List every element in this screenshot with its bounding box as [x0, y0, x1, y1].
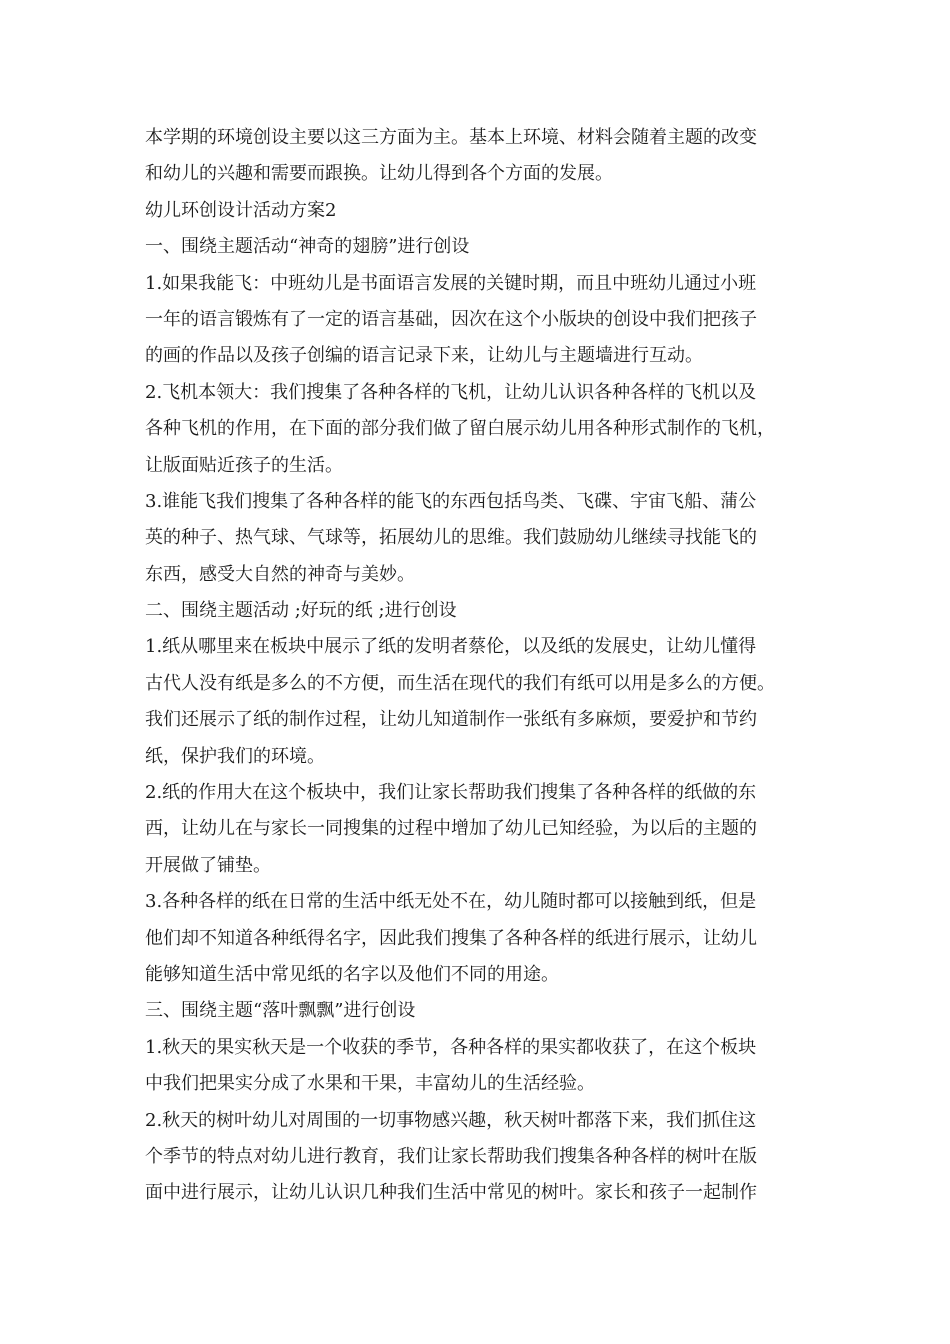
paragraph-line: 东西，感受大自然的神奇与美妙。 [145, 563, 415, 585]
section-heading: 二、围绕主题活动 ;好玩的纸 ;进行创设 [145, 600, 457, 622]
paragraph-line: 中我们把果实分成了水果和干果，丰富幼儿的生活经验。 [145, 1073, 595, 1095]
section-title: 幼儿环创设计活动方案2 [145, 199, 337, 221]
paragraph-line: 3.各种各样的纸在日常的生活中纸无处不在，幼儿随时都可以接触到纸，但是 [145, 891, 757, 913]
paragraph-line: 他们却不知道各种纸得名字，因此我们搜集了各种各样的纸进行展示，让幼儿 [145, 927, 757, 949]
paragraph-line: 和幼儿的兴趣和需要而跟换。让幼儿得到各个方面的发展。 [145, 163, 613, 185]
paragraph-line: 2.秋天的树叶幼儿对周围的一切事物感兴趣，秋天树叶都落下来，我们抓住这 [145, 1109, 757, 1131]
paragraph-line: 英的种子、热气球、气球等，拓展幼儿的思维。我们鼓励幼儿继续寻找能飞的 [145, 527, 757, 549]
paragraph-line: 的画的作品以及孩子创编的语言记录下来，让幼儿与主题墙进行互动。 [145, 345, 703, 367]
paragraph-line: 2.飞机本领大：我们搜集了各种各样的飞机，让幼儿认识各种各样的飞机以及 [145, 381, 757, 403]
paragraph-line: 1.秋天的果实秋天是一个收获的季节，各种各样的果实都收获了，在这个板块 [145, 1036, 757, 1058]
paragraph-line: 我们还展示了纸的制作过程，让幼儿知道制作一张纸有多麻烦，要爱护和节约 [145, 709, 757, 731]
paragraph-line: 各种飞机的作用，在下面的部分我们做了留白展示幼儿用各种形式制作的飞机， [145, 418, 775, 440]
paragraph-line: 能够知道生活中常见纸的名字以及他们不同的用途。 [145, 963, 559, 985]
paragraph-line: 纸，保护我们的环境。 [145, 745, 325, 767]
document-body [145, 120, 815, 1212]
paragraph-line: 1.如果我能飞：中班幼儿是书面语言发展的关键时期，而且中班幼儿通过小班 [145, 272, 757, 294]
paragraph-line: 个季节的特点对幼儿进行教育，我们让家长帮助我们搜集各种各样的树叶在版 [145, 1145, 757, 1167]
paragraph-line: 西，让幼儿在与家长一同搜集的过程中增加了幼儿已知经验，为以后的主题的 [145, 818, 757, 840]
paragraph-line: 面中进行展示，让幼儿认识几种我们生活中常见的树叶。家长和孩子一起制作 [145, 1182, 757, 1204]
paragraph-line: 古代人没有纸是多么的不方便，而生活在现代的我们有纸可以用是多么的方便。 [145, 672, 775, 694]
section-heading: 一、围绕主题活动“神奇的翅膀”进行创设 [145, 236, 470, 258]
paragraph-line: 让版面贴近孩子的生活。 [145, 454, 343, 476]
paragraph-line: 本学期的环境创设主要以这三方面为主。基本上环境、材料会随着主题的改变 [145, 127, 757, 148]
paragraph-line: 开展做了铺垫。 [145, 854, 271, 876]
paragraph-line: 3.谁能飞我们搜集了各种各样的能飞的东西包括鸟类、飞碟、宇宙飞船、蒲公 [145, 490, 757, 512]
paragraph-line: 1.纸从哪里来在板块中展示了纸的发明者蔡伦，以及纸的发展史，让幼儿懂得 [145, 636, 757, 658]
paragraph-line: 一年的语言锻炼有了一定的语言基础，因次在这个小版块的创设中我们把孩子 [145, 308, 757, 330]
paragraph-line: 2.纸的作用大在这个板块中，我们让家长帮助我们搜集了各种各样的纸做的东 [145, 782, 757, 804]
section-heading: 三、围绕主题“落叶飘飘”进行创设 [145, 1000, 416, 1022]
